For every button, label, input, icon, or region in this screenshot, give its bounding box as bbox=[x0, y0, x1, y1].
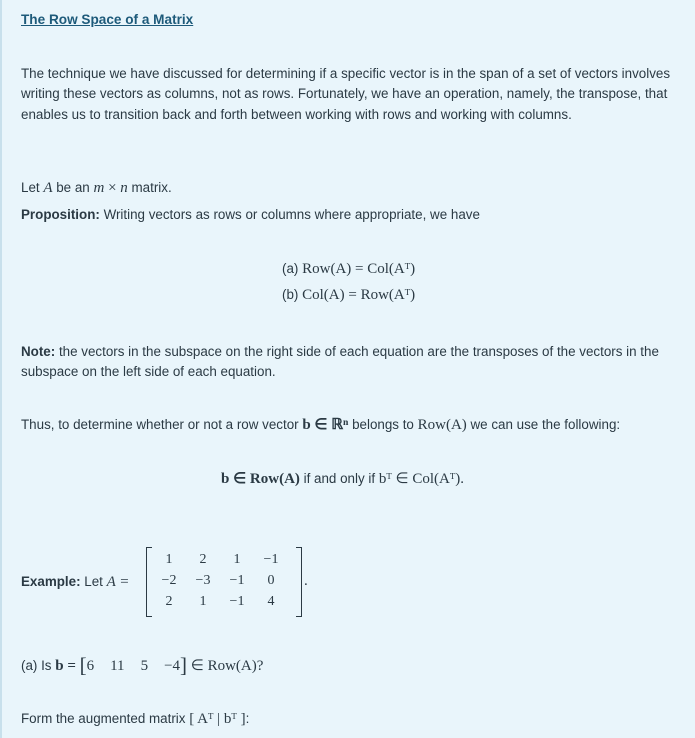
criterion bbox=[221, 469, 464, 488]
question-a-label: (a) Is bbox=[21, 658, 56, 673]
matrix-row bbox=[152, 549, 288, 570]
example-label: Example: bbox=[21, 574, 81, 589]
proposition-label: Proposition: bbox=[21, 207, 100, 222]
matrix-cell: 0 bbox=[267, 572, 275, 588]
question-a bbox=[21, 653, 263, 678]
matrix-A bbox=[146, 547, 302, 617]
let-be: be an bbox=[52, 180, 94, 195]
let-suffix: matrix. bbox=[127, 180, 172, 195]
matrix-row bbox=[152, 591, 288, 612]
example-a-eq: A = bbox=[106, 574, 130, 590]
vector-entry: 5 bbox=[140, 658, 149, 674]
proposition-text: Writing vectors as rows or columns where appropriate, we have bbox=[99, 207, 480, 222]
matrix-period: . bbox=[304, 573, 308, 589]
matrix-cell: 1 bbox=[199, 593, 207, 609]
note-label: Note: bbox=[21, 344, 56, 359]
matrix-cell: 1 bbox=[233, 551, 241, 567]
matrix-cell: 4 bbox=[267, 593, 275, 609]
matrix-cell: −1 bbox=[263, 551, 279, 567]
thus-mid: belongs to bbox=[348, 417, 418, 432]
m-symbol: m bbox=[93, 180, 105, 196]
times-symbol: × bbox=[104, 180, 121, 196]
matrix-cell: −2 bbox=[161, 572, 177, 588]
vector-left-bracket: [ bbox=[79, 653, 87, 677]
let-line bbox=[21, 180, 172, 197]
augmented-line bbox=[21, 711, 249, 728]
right-bracket bbox=[296, 547, 302, 617]
intro-paragraph: The technique we have discussed for determining if a specific vector is in the span of a set of vectors involves writing these vectors as columns, not as rows. Fortunately, we have an operation, namely, the transpose, that enables us to transition back and forth between working with rows and working with columns. bbox=[21, 66, 671, 122]
proposition bbox=[21, 207, 480, 222]
matrix-row bbox=[152, 570, 288, 591]
equation-a-label: (a) bbox=[282, 261, 299, 276]
thus-prefix: Thus, to determine whether or not a row vector bbox=[21, 417, 303, 432]
vector-entry: 6 bbox=[86, 658, 95, 674]
thus-suffix: we can use the following: bbox=[466, 417, 621, 432]
equation-b-expr: Col(A) = Row(Aᵀ) bbox=[302, 287, 416, 303]
let-prefix: Let bbox=[21, 180, 44, 195]
thus-line bbox=[21, 415, 620, 434]
criterion-mid: if and only if bbox=[299, 471, 379, 486]
thus-row: Row(A) bbox=[417, 417, 467, 433]
note bbox=[21, 342, 691, 383]
note-text: the vectors in the subspace on the right side of each equation are the transposes of the vectors in the subspace on the left side of each equation. bbox=[21, 344, 659, 380]
matrix-table bbox=[152, 549, 288, 612]
augmented-suffix: : bbox=[245, 711, 250, 726]
matrix-cell: 2 bbox=[165, 593, 173, 609]
example-label-line bbox=[21, 574, 129, 591]
page-title: The Row Space of a Matrix bbox=[21, 12, 194, 27]
example-let: Let bbox=[80, 574, 107, 589]
criterion-left: b ∈ Row(A) bbox=[221, 471, 300, 487]
matrix-cell: −3 bbox=[195, 572, 211, 588]
question-b-eq: b = bbox=[55, 658, 76, 674]
vector-entry: −4 bbox=[164, 658, 181, 674]
left-bracket bbox=[146, 547, 152, 617]
matrix-cell: 2 bbox=[199, 551, 207, 567]
matrix-cell: −1 bbox=[229, 572, 245, 588]
equation-a bbox=[282, 261, 415, 278]
matrix-symbol: A bbox=[43, 180, 53, 196]
vector-entry: 11 bbox=[110, 658, 125, 674]
thus-expr: b ∈ ℝⁿ bbox=[302, 417, 349, 433]
equation-a-expr: Row(A) = Col(Aᵀ) bbox=[302, 261, 416, 277]
matrix-cell: 1 bbox=[165, 551, 173, 567]
augmented-prefix: Form the augmented matrix bbox=[21, 711, 190, 726]
matrix-cell: −1 bbox=[229, 593, 245, 609]
equation-b bbox=[282, 287, 415, 304]
augmented-expr: [ Aᵀ | bᵀ ] bbox=[189, 711, 246, 727]
criterion-right: bᵀ ∈ Col(Aᵀ). bbox=[378, 471, 464, 487]
n-symbol: n bbox=[120, 180, 128, 196]
equation-b-label: (b) bbox=[282, 287, 299, 302]
question-a-tail: ∈ Row(A)? bbox=[190, 658, 264, 674]
vector-right-bracket: ] bbox=[180, 653, 188, 677]
